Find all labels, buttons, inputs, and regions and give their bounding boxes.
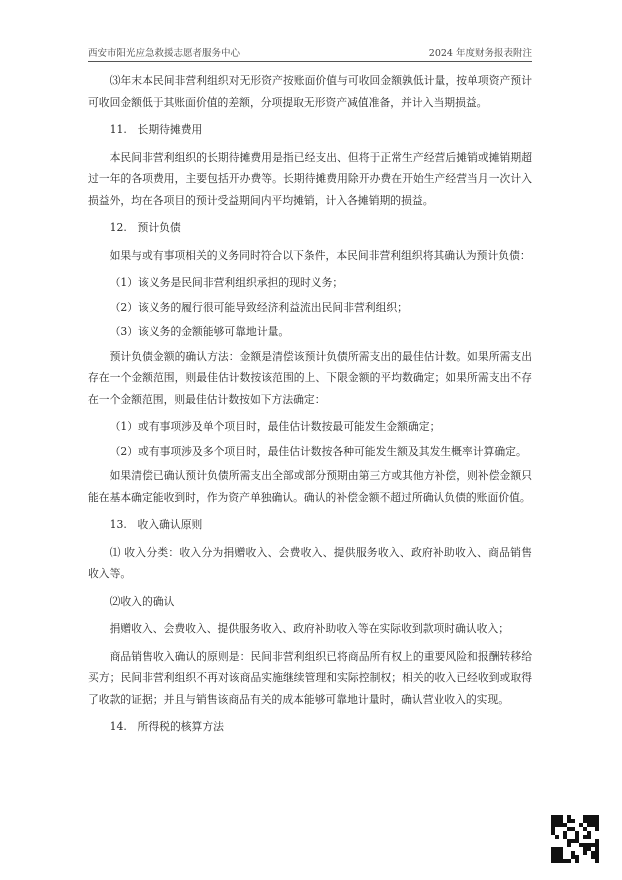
paragraph: ⑶年末本民间非营利组织对无形资产按账面价值与可收回金额孰低计量，按单项资产预计可收回金额低于其账面价值的差额，分项提取无形资产减值准备，并计入当期损益。	[88, 74, 532, 109]
page-header	[88, 41, 532, 62]
section-heading: 12. 预计负债	[109, 221, 181, 234]
paragraph: ⑴ 收入分类：收入分为捐赠收入、会费收入、提供服务收入、政府补助收入、商品销售收入等。	[88, 545, 532, 580]
qr-code-icon	[551, 815, 599, 863]
paragraph: ⑵收入的确认	[109, 594, 175, 608]
paragraph: 预计负债金额的确认方法：金额是清偿该预计负债所需支出的最佳估计数。如果所需支出存在一个金额范围，则最佳估计数按该范围的上、下限金额的平均数确定；如果所需支出不存在一个金额范围，则最佳估计数按如下方法确定：	[88, 349, 532, 406]
list-item: （2）或有事项涉及多个项目时，最佳估计数按各种可能发生额及其发生概率计算确定。	[109, 444, 527, 458]
section-heading: 13. 收入确认原则	[109, 518, 203, 531]
list-item: （2）该义务的履行很可能导致经济利益流出民间非营利组织；	[109, 300, 408, 314]
paragraph: 如果清偿已确认预计负债所需支出全部或部分预期由第三方或其他方补偿，则补偿金额只能在基本确定能收到时，作为资产单独确认。确认的补偿金额不超过所确认负债的账面价值。	[88, 469, 532, 504]
paragraph: 商品销售收入确认的原则是：民间非营利组织已将商品所有权上的重要风险和报酬转移给买方；民间非营利组织不再对该商品实施继续管理和实际控制权；相关的收入已经收到或取得了收款的证据；并且与销售该商品有关的成本能够可靠地计量时，确认营业收入的实现。	[88, 649, 532, 706]
list-item: （1）该义务是民间非营利组织承担的现时义务；	[109, 276, 344, 289]
header-document-title: 2024 年度财务报表附注	[428, 48, 532, 59]
list-item: （1）或有事项涉及单个项目时，最佳估计数按最可能发生金额确定；	[109, 420, 441, 433]
header-organization: 西安市阳光应急救援志愿者服务中心	[88, 48, 241, 59]
section-heading: 14. 所得税的核算方法	[109, 720, 224, 733]
paragraph: 如果与或有事项相关的义务同时符合以下条件，本民间非营利组织将其确认为预计负债：	[109, 248, 531, 262]
document-body	[88, 70, 532, 744]
section-heading: 11. 长期待摊费用	[109, 123, 203, 136]
list-item: （3）该义务的金额能够可靠地计量。	[109, 325, 290, 338]
paragraph: 捐赠收入、会费收入、提供服务收入、政府补助收入等在实际收到款项时确认收入；	[109, 622, 510, 635]
paragraph: 本民间非营利组织的长期待摊费用是指已经支出、但将于正常生产经营后摊销或摊销期超过一年的各项费用，主要包括开办费等。长期待摊费用除开办费在开始生产经营当月一次计入损益外，均在各项目的预计受益期间内平均摊销，计入各摊销期的损益。	[88, 150, 532, 207]
